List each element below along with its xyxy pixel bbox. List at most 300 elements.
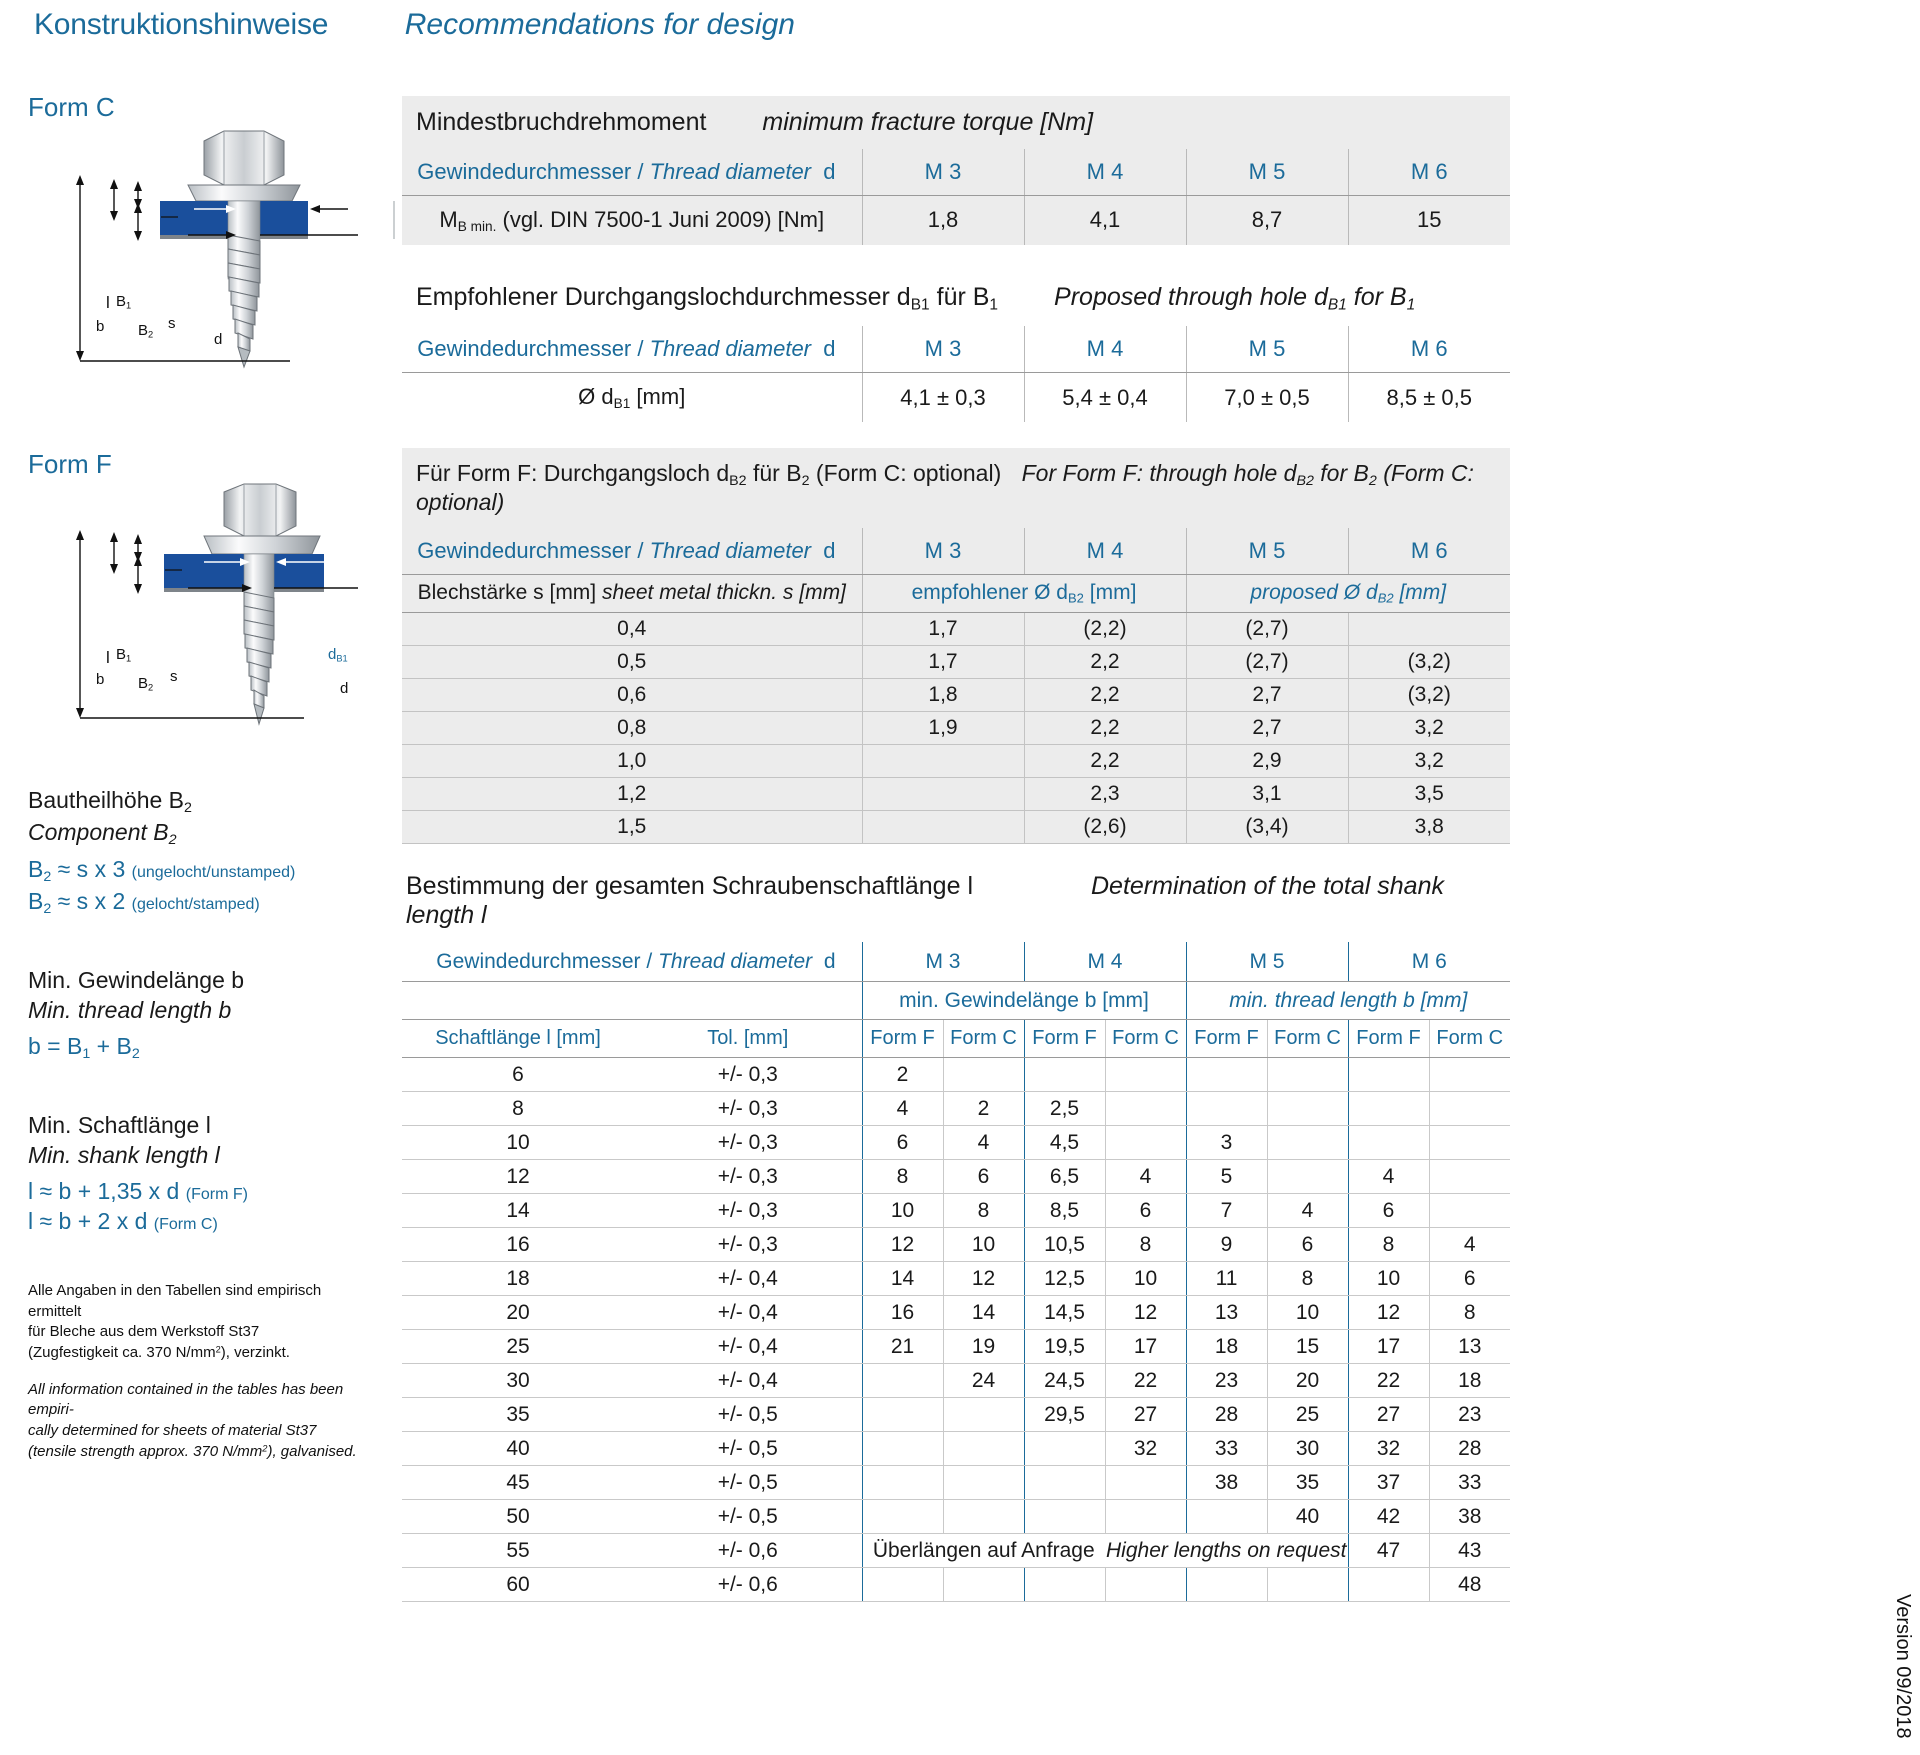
cell-m3f: 12: [862, 1228, 943, 1262]
cell-l: 35: [402, 1398, 634, 1432]
cell-m6c: [1429, 1126, 1510, 1160]
cell-tol: +/- 0,3: [634, 1160, 862, 1194]
cell-m5f: 13: [1186, 1296, 1267, 1330]
cell-m4c: 32: [1105, 1432, 1186, 1466]
table3-sheet-thickness-label: Blechstärke s [mm] sheet metal thickn. s [mm]: [402, 574, 862, 612]
min-thread-formula: $b = B_1 + B_2$: [28, 1032, 140, 1062]
cell-m6c: [1429, 1058, 1510, 1092]
cell-m4f: [1024, 1058, 1105, 1092]
table4-band-en: min. thread length b [mm]: [1186, 982, 1510, 1020]
footnote-en: [28, 1380, 378, 1463]
cell-l: 60: [402, 1568, 634, 1602]
cell-m3c: 12: [943, 1262, 1024, 1296]
cell-m4f: 19,5: [1024, 1330, 1105, 1364]
form-f-figure: [28, 480, 400, 780]
cell-m4f: 2,5: [1024, 1092, 1105, 1126]
table4-thread-header-row: [402, 942, 1510, 982]
cell-m3f: 2: [862, 1058, 943, 1092]
cell-m5f: [1186, 1500, 1267, 1534]
cell-m3f: [862, 1432, 943, 1466]
cell-m4f: 29,5: [1024, 1398, 1105, 1432]
form-f-drawing: [28, 480, 400, 770]
table2-data-row: [402, 372, 1510, 422]
cell-m4f: 8,5: [1024, 1194, 1105, 1228]
table-row: [402, 1466, 1510, 1500]
cell-s: 1,0: [402, 744, 862, 777]
footnote-de-1: Alle Angaben in den Tabellen sind empirisch ermittelt: [28, 1281, 322, 1320]
cell-m3c: [943, 1500, 1024, 1534]
dim-label-s: s: [168, 315, 176, 332]
table1-value-m5: 8,7: [1186, 195, 1348, 245]
overlength-note-de: Überlängen auf Anfrage: [862, 1534, 1105, 1568]
table2-col-m3: M 3: [862, 326, 1024, 372]
form-f-label: Form F: [28, 449, 112, 479]
table1-header-row: [402, 149, 1510, 195]
dim-label-db1: $d_{B1}$: [194, 293, 214, 311]
cell-m4f: [1024, 1432, 1105, 1466]
table3-col-m6: M 6: [1348, 528, 1510, 574]
min-shank-formula-f: l ≈ b + 1,35 x d (Form F): [28, 1178, 248, 1205]
cell-m5: 2,7: [1186, 678, 1348, 711]
table3-caption-row: [402, 448, 1510, 528]
cell-m4f: 14,5: [1024, 1296, 1105, 1330]
table3-col-m5: M 5: [1186, 528, 1348, 574]
table3-subheader-row: [402, 574, 1510, 612]
cell-m4: 2,2: [1024, 711, 1186, 744]
table2-col-m6: M 6: [1348, 326, 1510, 372]
cell-m5c: 10: [1267, 1296, 1348, 1330]
table4-subheader-row: [402, 1020, 1510, 1058]
dim-label-b2: $B_2$: [138, 322, 154, 340]
table-row: [402, 1568, 1510, 1602]
table2-header-row: [402, 326, 1510, 372]
table2-value-m4: 5,4 ± 0,4: [1024, 372, 1186, 422]
table4-col-m4: M 4: [1024, 942, 1186, 982]
cell-s: 1,5: [402, 810, 862, 843]
cell-m6f: 17: [1348, 1330, 1429, 1364]
cell-m4: (2,2): [1024, 612, 1186, 645]
cell-m3f: [862, 1364, 943, 1398]
cell-m3f: 16: [862, 1296, 943, 1330]
min-thread-de: Min. Gewindelänge b: [28, 967, 245, 994]
table-row: [402, 744, 1510, 777]
cell-l: 55: [402, 1534, 634, 1568]
table2-caption: Empfohlener Durchgangslochdurchmesser $d_{B1}$ für $B_1$ Proposed through hole $d_{B1}$ for $B_1$: [416, 283, 1416, 314]
cell-m3f: 8: [862, 1160, 943, 1194]
table4-caption-row: [402, 860, 1510, 942]
cell-m6f: 27: [1348, 1398, 1429, 1432]
table4-col-m3: M 3: [862, 942, 1024, 982]
cell-m6: 3,2: [1348, 711, 1510, 744]
cell-m3: [862, 744, 1024, 777]
cell-m5c: 20: [1267, 1364, 1348, 1398]
header-title-de: Konstruktionshinweise: [34, 8, 329, 41]
table4-m6-form-f: Form F: [1348, 1020, 1429, 1058]
dim-label-b: b: [96, 318, 105, 335]
cell-m6f: 8: [1348, 1228, 1429, 1262]
table-row: [402, 1398, 1510, 1432]
cell-m6c: 4: [1429, 1228, 1510, 1262]
cell-m3c: 8: [943, 1194, 1024, 1228]
cell-l: 25: [402, 1330, 634, 1364]
cell-m4c: 22: [1105, 1364, 1186, 1398]
form-c-label: Form C: [28, 92, 115, 122]
cell-m5f: 5: [1186, 1160, 1267, 1194]
dim-label-b2-f: $B_2$: [138, 675, 154, 693]
cell-m5c: 4: [1267, 1194, 1348, 1228]
cell-m4c: 12: [1105, 1296, 1186, 1330]
table-shank-length: [402, 860, 1510, 1603]
table4-band-empty: [402, 982, 862, 1020]
cell-m3f: 6: [862, 1126, 943, 1160]
cell-m4c: 8: [1105, 1228, 1186, 1262]
overlength-note-en: Higher lengths on request: [1105, 1534, 1348, 1568]
cell-s: 0,4: [402, 612, 862, 645]
spacer-1: [402, 245, 1510, 271]
footnote-en-3: (tensile strength approx. 370 $N/mm^2$), galvanised.: [28, 1442, 357, 1460]
table3-col-m4: M 4: [1024, 528, 1186, 574]
table-through-hole-db2: [402, 448, 1510, 843]
footnote-en-1: All information contained in the tables has been empiri-: [28, 1380, 344, 1419]
cell-m6c: 38: [1429, 1500, 1510, 1534]
min-shank-en: Min. shank length l: [28, 1142, 220, 1169]
table-row: [402, 810, 1510, 843]
table-row: [402, 645, 1510, 678]
table3-body: [402, 612, 1510, 843]
left-column: [28, 92, 398, 1462]
cell-m3c: 10: [943, 1228, 1024, 1262]
table3-header-row: [402, 528, 1510, 574]
cell-m5f: [1186, 1568, 1267, 1602]
table4-caption: Bestimmung der gesamten Schraubenschaftlänge l Determination of the total shank length l: [406, 871, 1444, 929]
table4-thread-label: Gewindedurchmesser / Thread diameter d: [402, 942, 862, 982]
cell-m6f: 12: [1348, 1296, 1429, 1330]
cell-m6f: 22: [1348, 1364, 1429, 1398]
dim-label-l: l: [106, 293, 110, 312]
cell-l: 20: [402, 1296, 634, 1330]
cell-m6c: [1429, 1194, 1510, 1228]
cell-m4f: 10,5: [1024, 1228, 1105, 1262]
cell-tol: +/- 0,5: [634, 1466, 862, 1500]
footnote-de-3: (Zugfestigkeit ca. 370 $N/mm^2$), verzinkt.: [28, 1343, 290, 1361]
cell-m6c: 48: [1429, 1568, 1510, 1602]
cell-m6f: 10: [1348, 1262, 1429, 1296]
min-thread-length-block: [28, 966, 398, 1063]
cell-m4c: 27: [1105, 1398, 1186, 1432]
table-row: [402, 777, 1510, 810]
table-row: [402, 1160, 1510, 1194]
cell-m3f: 10: [862, 1194, 943, 1228]
cell-m5f: 9: [1186, 1228, 1267, 1262]
table3-thread-label: Gewindedurchmesser / Thread diameter d: [402, 528, 862, 574]
cell-m5c: [1267, 1058, 1348, 1092]
min-shank-formula-c: l ≈ b + 2 x d (Form C): [28, 1208, 218, 1235]
cell-tol: +/- 0,3: [634, 1092, 862, 1126]
table3-col-m3: M 3: [862, 528, 1024, 574]
table4-band-de: min. Gewindelänge b [mm]: [862, 982, 1186, 1020]
cell-m6: 3,5: [1348, 777, 1510, 810]
cell-tol: +/- 0,4: [634, 1330, 862, 1364]
table1-col-m4: M 4: [1024, 149, 1186, 195]
cell-m5c: 25: [1267, 1398, 1348, 1432]
cell-m5f: 18: [1186, 1330, 1267, 1364]
table4-m5-form-c: Form C: [1267, 1020, 1348, 1058]
table-row: [402, 1500, 1510, 1534]
cell-m4c: [1105, 1500, 1186, 1534]
cell-l: 14: [402, 1194, 634, 1228]
cell-tol: +/- 0,5: [634, 1500, 862, 1534]
cell-m6: 3,8: [1348, 810, 1510, 843]
table4-m3-form-c: Form C: [943, 1020, 1024, 1058]
cell-m3c: [943, 1398, 1024, 1432]
cell-m5c: 8: [1267, 1262, 1348, 1296]
cell-s: 0,5: [402, 645, 862, 678]
cell-tol: +/- 0,3: [634, 1126, 862, 1160]
cell-m4f: [1024, 1568, 1105, 1602]
cell-m4c: 4: [1105, 1160, 1186, 1194]
cell-m5f: 38: [1186, 1466, 1267, 1500]
cell-m6f: 37: [1348, 1466, 1429, 1500]
cell-m4c: [1105, 1058, 1186, 1092]
table1-row-label: $M_{B min.}$ (vgl. DIN 7500-1 Juni 2009) [Nm]: [439, 206, 825, 234]
cell-m5c: [1267, 1568, 1348, 1602]
table2-col-m4: M 4: [1024, 326, 1186, 372]
cell-m4f: [1024, 1500, 1105, 1534]
cell-m5: 2,7: [1186, 711, 1348, 744]
spacer-2: [402, 422, 1510, 448]
cell-m6f: 4: [1348, 1160, 1429, 1194]
cell-m4: 2,2: [1024, 744, 1186, 777]
cell-m6f: [1348, 1092, 1429, 1126]
cell-m4c: 10: [1105, 1262, 1186, 1296]
cell-m3c: [943, 1568, 1024, 1602]
cell-m5c: 6: [1267, 1228, 1348, 1262]
cell-m4c: [1105, 1092, 1186, 1126]
form-c-figure: [28, 123, 400, 413]
cell-m4c: [1105, 1126, 1186, 1160]
cell-m5: (2,7): [1186, 612, 1348, 645]
cell-s: 1,2: [402, 777, 862, 810]
min-shank-length-block: [28, 1111, 398, 1237]
cell-m3c: 19: [943, 1330, 1024, 1364]
table4-band-row: [402, 982, 1510, 1020]
cell-m6f: [1348, 1126, 1429, 1160]
cell-m6: (3,2): [1348, 678, 1510, 711]
cell-m3f: 21: [862, 1330, 943, 1364]
cell-l: 6: [402, 1058, 634, 1092]
cell-m6c: [1429, 1160, 1510, 1194]
table4-body: [402, 1058, 1510, 1602]
cell-m6f: 47: [1348, 1534, 1429, 1568]
cell-m5f: 3: [1186, 1126, 1267, 1160]
cell-m6c: [1429, 1092, 1510, 1126]
component-b2-block: [28, 786, 398, 918]
table1-data-row: [402, 195, 1510, 245]
right-column: [402, 96, 1510, 1602]
table2-col-m5: M 5: [1186, 326, 1348, 372]
table-row: [402, 1432, 1510, 1466]
table-row: [402, 1194, 1510, 1228]
cell-s: 0,6: [402, 678, 862, 711]
cell-m6c: 23: [1429, 1398, 1510, 1432]
cell-l: 18: [402, 1262, 634, 1296]
cell-m3c: 14: [943, 1296, 1024, 1330]
cell-m5: 2,9: [1186, 744, 1348, 777]
table1-col-m5: M 5: [1186, 149, 1348, 195]
component-b2-formula-1: $B_2 \approx s$ x 3 (ungelocht/unstamped): [28, 856, 296, 886]
cell-m3f: 14: [862, 1262, 943, 1296]
dim-label-b1-f: $B_1$: [116, 646, 132, 664]
cell-m6f: [1348, 1568, 1429, 1602]
footnote-de-2: für Bleche aus dem Werkstoff St37: [28, 1323, 260, 1341]
cell-m6c: 28: [1429, 1432, 1510, 1466]
cell-m5: 3,1: [1186, 777, 1348, 810]
cell-l: 10: [402, 1126, 634, 1160]
table-row: [402, 1228, 1510, 1262]
cell-tol: +/- 0,5: [634, 1398, 862, 1432]
cell-m6c: 6: [1429, 1262, 1510, 1296]
cell-m5f: 23: [1186, 1364, 1267, 1398]
footnote-de: [28, 1281, 378, 1364]
version-label: Version 09/2018: [1892, 1594, 1914, 1739]
cell-m5c: 15: [1267, 1330, 1348, 1364]
table-row: [402, 612, 1510, 645]
table1-col-m6: M 6: [1348, 149, 1510, 195]
table-fracture-torque: [402, 96, 1510, 245]
cell-l: 40: [402, 1432, 634, 1466]
cell-m6f: [1348, 1058, 1429, 1092]
cell-m6f: 6: [1348, 1194, 1429, 1228]
cell-m3: 1,9: [862, 711, 1024, 744]
cell-m3c: [943, 1432, 1024, 1466]
table-through-hole-db1: [402, 271, 1510, 422]
table2-thread-label: Gewindedurchmesser / Thread diameter d: [402, 326, 862, 372]
cell-m3: [862, 810, 1024, 843]
table-row: [402, 1534, 1510, 1568]
cell-m5c: [1267, 1126, 1348, 1160]
cell-m5f: 11: [1186, 1262, 1267, 1296]
cell-m4f: 6,5: [1024, 1160, 1105, 1194]
table-row: [402, 1092, 1510, 1126]
cell-l: 12: [402, 1160, 634, 1194]
cell-m4c: [1105, 1568, 1186, 1602]
cell-m3f: [862, 1500, 943, 1534]
table-row: [402, 711, 1510, 744]
cell-m6: (3,2): [1348, 645, 1510, 678]
table-row: [402, 678, 1510, 711]
component-b2-en: Component $B_2$: [28, 818, 177, 848]
cell-m3: [862, 777, 1024, 810]
min-shank-de: Min. Schaftlänge l: [28, 1112, 211, 1139]
table2-value-m5: 7,0 ± 0,5: [1186, 372, 1348, 422]
cell-m5c: 40: [1267, 1500, 1348, 1534]
cell-m5f: 28: [1186, 1398, 1267, 1432]
dim-label-d-f: d: [340, 680, 349, 697]
dim-label-db1-f: $d_{B1}$: [328, 646, 348, 664]
cell-m3f: [862, 1568, 943, 1602]
cell-m5c: 30: [1267, 1432, 1348, 1466]
table4-m4-form-c: Form C: [1105, 1020, 1186, 1058]
table1-value-m6: 15: [1348, 195, 1510, 245]
table1-value-m4: 4,1: [1024, 195, 1186, 245]
table2-value-m3: 4,1 ± 0,3: [862, 372, 1024, 422]
cell-m4f: [1024, 1466, 1105, 1500]
table-row: [402, 1058, 1510, 1092]
cell-m4c: 6: [1105, 1194, 1186, 1228]
table4-col-m6: M 6: [1348, 942, 1510, 982]
min-thread-en: Min. thread length b: [28, 996, 232, 1023]
cell-s: 0,8: [402, 711, 862, 744]
table1-col-m3: M 3: [862, 149, 1024, 195]
cell-m5c: [1267, 1092, 1348, 1126]
form-c-drawing: [28, 123, 400, 408]
cell-m4f: 24,5: [1024, 1364, 1105, 1398]
table-row: [402, 1296, 1510, 1330]
table1-caption-row: [402, 96, 1510, 149]
cell-tol: +/- 0,6: [634, 1568, 862, 1602]
cell-m3: 1,8: [862, 678, 1024, 711]
cell-m3f: [862, 1398, 943, 1432]
cell-m6: [1348, 612, 1510, 645]
dim-label-s-f: s: [170, 668, 178, 685]
footnote-en-2: cally determined for sheets of material St37: [28, 1422, 317, 1440]
page-header: [34, 8, 1534, 62]
table3-caption: Für Form F: Durchgangsloch $d_{B2}$ für $B_2$ (Form C: optional) For Form F: through hole $d_{B2}$ for $B_2$ (Form C: optional): [416, 460, 1474, 516]
component-b2-formula-2: $B_2 \approx s$ x 2 (gelocht/stamped): [28, 887, 260, 917]
cell-m5f: 7: [1186, 1194, 1267, 1228]
table4-m4-form-f: Form F: [1024, 1020, 1105, 1058]
table-row: [402, 1364, 1510, 1398]
cell-m6: 3,2: [1348, 744, 1510, 777]
cell-l: 8: [402, 1092, 634, 1126]
cell-tol: +/- 0,4: [634, 1364, 862, 1398]
cell-m6c: 43: [1429, 1534, 1510, 1568]
cell-m6f: 42: [1348, 1500, 1429, 1534]
cell-m5: (2,7): [1186, 645, 1348, 678]
cell-tol: +/- 0,4: [634, 1296, 862, 1330]
cell-l: 50: [402, 1500, 634, 1534]
table4-col-tol: Tol. [mm]: [634, 1020, 862, 1058]
table3-recommended-de: empfohlener Ø $d_{B2}$ [mm]: [862, 574, 1186, 612]
cell-m6c: 18: [1429, 1364, 1510, 1398]
table1-value-m3: 1,8: [862, 195, 1024, 245]
table4-m5-form-f: Form F: [1186, 1020, 1267, 1058]
cell-m6c: 13: [1429, 1330, 1510, 1364]
table1-thread-label: Gewindedurchmesser / Thread diameter d: [402, 149, 862, 195]
cell-tol: +/- 0,3: [634, 1194, 862, 1228]
cell-m3: 1,7: [862, 612, 1024, 645]
cell-m4: 2,3: [1024, 777, 1186, 810]
cell-m6c: 33: [1429, 1466, 1510, 1500]
cell-m5c: 35: [1267, 1466, 1348, 1500]
dim-label-b-f: b: [96, 671, 105, 688]
dim-label-d: d: [214, 331, 223, 348]
header-title-en: Recommendations for design: [404, 8, 795, 41]
cell-m5c: [1267, 1160, 1348, 1194]
cell-tol: +/- 0,3: [634, 1058, 862, 1092]
table2-caption-row: [402, 271, 1510, 326]
cell-tol: +/- 0,6: [634, 1534, 862, 1568]
cell-m3c: [943, 1466, 1024, 1500]
table2-row-label: Ø $d_{B1}$ [mm]: [578, 384, 686, 411]
cell-m4c: 17: [1105, 1330, 1186, 1364]
cell-m3f: [862, 1466, 943, 1500]
table-row: [402, 1262, 1510, 1296]
cell-m3c: 24: [943, 1364, 1024, 1398]
cell-m3f: 4: [862, 1092, 943, 1126]
cell-m5f: [1186, 1092, 1267, 1126]
cell-l: 30: [402, 1364, 634, 1398]
